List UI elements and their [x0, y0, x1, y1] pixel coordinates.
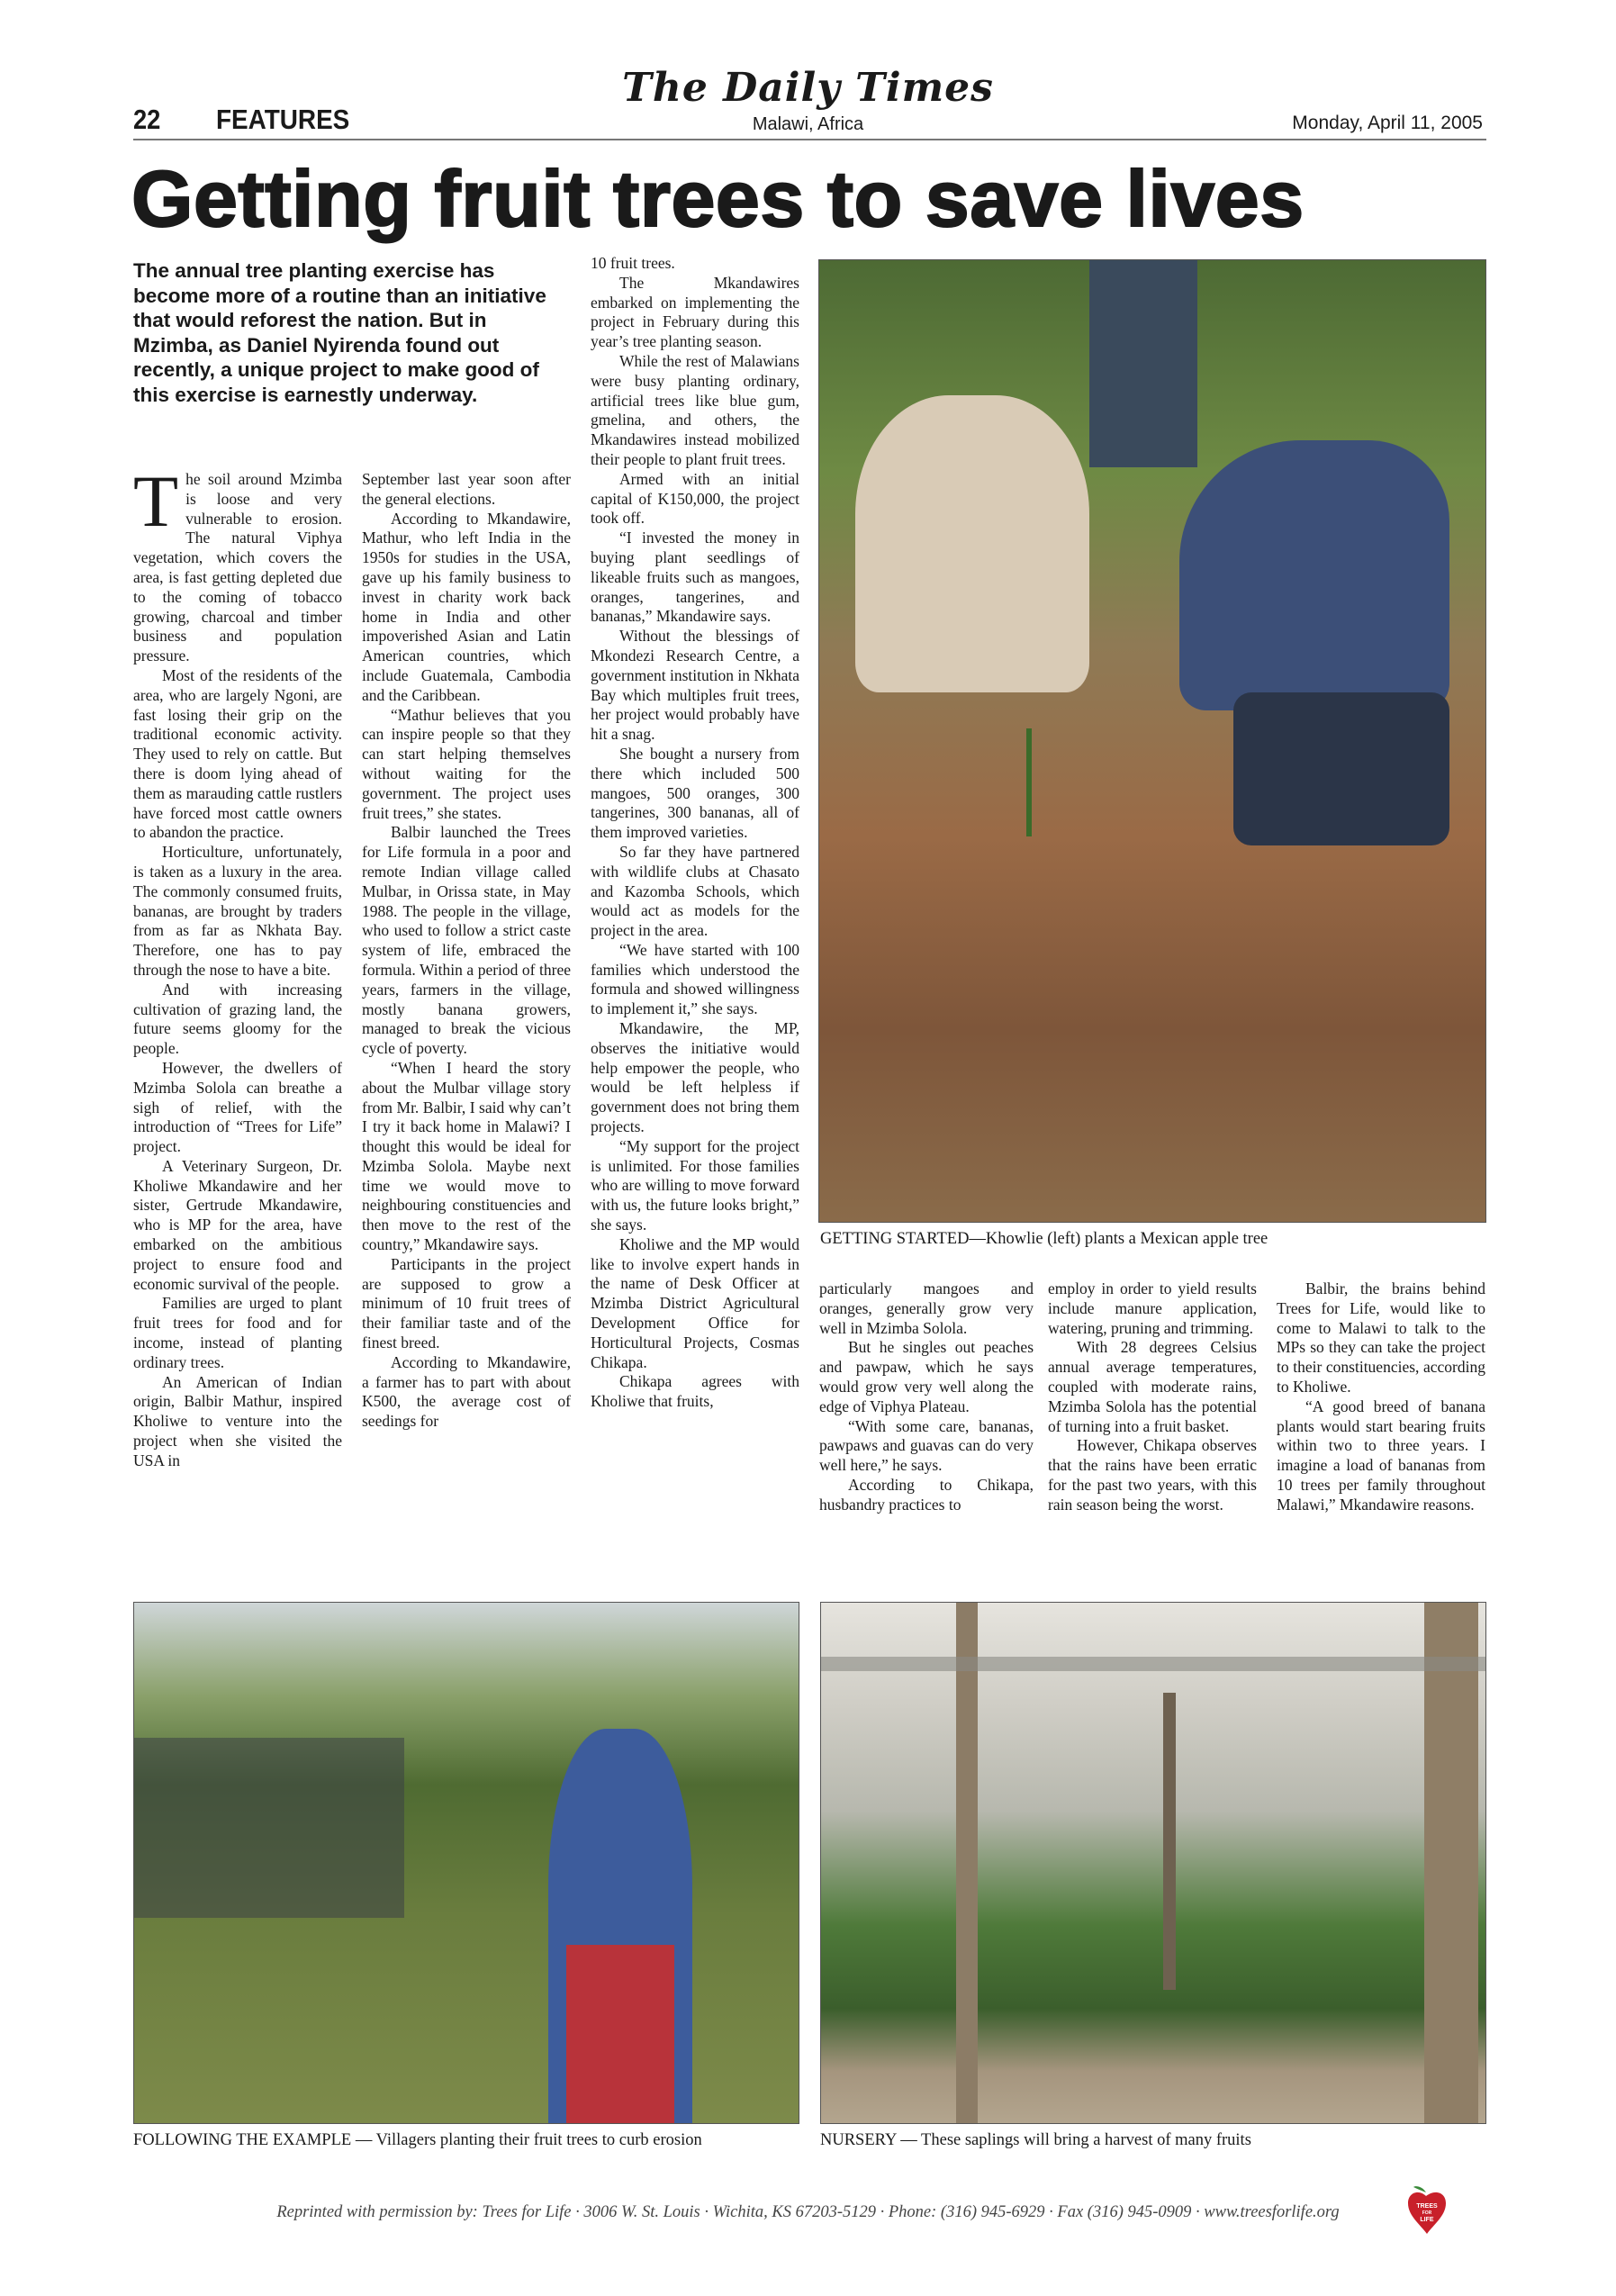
paragraph: The soil around Mzimba is loose and very vulnerable to erosion. The natural Viphya vegetation, which covers the area, is fast getting depleted due to the coming of tobacco growing, charcoal and timber business and population pressure. [133, 460, 342, 665]
article-column-1 [133, 460, 342, 1471]
nursery-post [1424, 1603, 1478, 2123]
paragraph: Armed with an initial capital of K150,000, the project took off. [591, 469, 799, 528]
article-column-6 [1277, 1279, 1485, 1515]
paragraph: Kholiwe and the MP would like to involve expert hands in the name of Desk Officer at Mzimba District Agricultural Development Office for Horticultural Projects, Cosmas Chikapa. [591, 1234, 799, 1371]
paragraph: particularly mangoes and oranges, generally grow very well in Mzimba Solola. [819, 1279, 1034, 1337]
paragraph: employ in order to yield results include manure application, watering, pruning and trimming. [1048, 1279, 1257, 1337]
paragraph: Most of the residents of the area, who are largely Ngoni, are fast losing their grip on the traditional economic activity. They used to rely on cattle. But there is doom lying ahead of them as marauding cattle rustlers have forced most cattle owners to abandon the practice. [133, 665, 342, 842]
shade-net [821, 1657, 1485, 1671]
person-right [1179, 440, 1449, 710]
paragraph: According to Mkandawire, Mathur, who left India in the 1950s for studies in the USA, gave up his family business to invest in charity work back home in India and other impoverished Asian and Latin American countries, which include Guatemala, Cambodia and the Caribbean. [362, 509, 571, 704]
person-legs [1089, 260, 1197, 467]
person-left [855, 395, 1089, 692]
girl-wrap [566, 1945, 674, 2124]
nursery-post [1163, 1693, 1176, 1990]
paragraph: “Mathur believes that you can inspire people so that they can start helping themselves without waiting for the government. The project uses fruit trees,” she states. [362, 705, 571, 822]
paragraph: According to Mkandawire, a farmer has to part with about K500, the average cost of seedings for [362, 1352, 571, 1431]
paragraph: But he singles out peaches and pawpaw, which he says would grow very well along the edge of Viphya Plateau. [819, 1338, 1034, 1415]
paragraph: According to Chikapa, husbandry practices to [819, 1475, 1034, 1514]
paragraph: However, Chikapa observes that the rains have been erratic for the past two years, with this rain season being the worst. [1048, 1436, 1257, 1514]
header-rule [133, 139, 1486, 140]
section-name: FEATURES [216, 104, 350, 135]
masthead: The Daily Times [622, 65, 994, 111]
headline: Getting fruit trees to save lives [131, 154, 1305, 243]
photo-planting-tree [818, 259, 1486, 1223]
paragraph: Families are urged to plant fruit trees for food and for income, instead of planting ordinary trees. [133, 1294, 342, 1371]
paragraph: The Mkandawires embarked on implementing the project in February during this year’s tree planting season. [591, 273, 799, 351]
article-column-4 [819, 1279, 1034, 1515]
svg-text:LIFE: LIFE [1420, 2217, 1434, 2223]
photo-nursery [820, 1602, 1486, 2124]
deck: The annual tree planting exercise has become more of a routine than an initiative that would reforest the nation. But in Mzimba, as Daniel Nyirenda found out recently, a unique project to make good of this exercise is earnestly underway. [133, 259, 546, 406]
paragraph: She bought a nursery from there which included 500 mangoes, 500 oranges, 300 tangerines, 300 bananas, all of them improved varieties. [591, 744, 799, 842]
apple-heart-icon [1406, 2183, 1448, 2237]
crowd-left [134, 1738, 404, 1918]
drop-cap: T [133, 460, 179, 542]
paragraph: “With some care, bananas, pawpaws and guavas can do very well here,” he says. [819, 1416, 1034, 1475]
issue-date: Monday, April 11, 2005 [1292, 113, 1483, 133]
photo-caption: NURSERY — These saplings will bring a harvest of many fruits [820, 2131, 1251, 2149]
paragraph: “When I heard the story about the Mulbar village story from Mr. Balbir, I said why can’t I try it back home in Malawi? I thought this would be ideal for Mzimba Solola. Maybe next time we would move to neighbouring constituencies and then move to the rest of the country,” Mkandawire says. [362, 1058, 571, 1254]
paragraph: “We have started with 100 families which understood the formula and showed willingness to implement it,” she says. [591, 940, 799, 1018]
paragraph: With 28 degrees Celsius annual average temperatures, coupled with moderate rains, Mzimba Solola has the potential of turning into a fruit basket. [1048, 1338, 1257, 1435]
paragraph: While the rest of Malawians were busy planting ordinary, artificial trees like blue gum, gmelina, and others, the Mkandawires instead mobilized their people to plant fruit trees. [591, 351, 799, 468]
paragraph: “I invested the money in buying plant seedlings of likeable fruits such as mangoes, oranges, tangerines, and bananas,” Mkandawire says. [591, 529, 799, 626]
article-column-3 [591, 254, 799, 1412]
trees-for-life-logo [1406, 2183, 1448, 2237]
paragraph: Without the blessings of Mkondezi Research Centre, a government institution in Nkhata Bay which multiples fruit trees, her project would probably have hit a snag. [591, 627, 799, 744]
person-right-trousers [1233, 692, 1449, 845]
paragraph: 10 fruit trees. [591, 254, 675, 272]
paragraph: September last year soon after the general elections. [362, 470, 571, 508]
paragraph: Balbir launched the Trees for Life formula in a poor and remote Indian village called Mulbar, in Orissa state, in May 1988. The people in the village, who used to follow a strict caste system of life, embraced the formula. Within a period of three years, farmers in the village, mostly banana growers, managed to break the vicious cycle of poverty. [362, 823, 571, 1058]
photo-caption: GETTING STARTED—Khowlie (left) plants a Mexican apple tree [820, 1230, 1268, 1248]
paragraph: However, the dwellers of Mzimba Solola can breathe a sigh of relief, with the introduction of “Trees for Life” project. [133, 1058, 342, 1156]
article-column-2 [362, 470, 571, 1432]
photo-villagers-planting [133, 1602, 799, 2124]
article-column-5 [1048, 1279, 1257, 1515]
paragraph: So far they have partnered with wildlife clubs at Chasato and Kazomba Schools, which would act as models for the project in the area. [591, 842, 799, 940]
paragraph: And with increasing cultivation of grazing land, the future seems gloomy for the people. [133, 980, 342, 1058]
photo-caption: FOLLOWING THE EXAMPLE — Villagers planting their fruit trees to curb erosion [133, 2131, 702, 2149]
paragraph: Horticulture, unfortunately, is taken as a luxury in the area. The commonly consumed fruits, bananas, are brought by traders from as far as Nkhata Bay. Therefore, one has to pay through the nose to have a bite. [133, 843, 342, 979]
paragraph: “My support for the project is unlimited. For those families who are willing to move forward with us, the future looks bright,” she says. [591, 1136, 799, 1234]
paragraph: An American of Indian origin, Balbir Mathur, inspired Kholiwe to venture into the project when she visited the USA in [133, 1372, 342, 1469]
paragraph: Mkandawire, the MP, observes the initiative would help empower the people, who would be left helpless if government does not bring them projects. [591, 1019, 799, 1136]
svg-text:TREES: TREES [1416, 2203, 1438, 2210]
svg-text:FOR: FOR [1422, 2210, 1432, 2216]
paragraph: Chikapa agrees with Kholiwe that fruits, [591, 1372, 799, 1411]
paragraph: Balbir, the brains behind Trees for Life, would like to come to Malawi to talk to the MPs so they can take the project to their constituencies, according to Kholiwe. [1277, 1279, 1485, 1396]
paragraph: Participants in the project are supposed to grow a minimum of 10 fruit trees of their familiar taste and of the finest breed. [362, 1254, 571, 1352]
page-number: 22 [133, 104, 161, 135]
sapling [1026, 728, 1032, 836]
nursery-post [956, 1603, 978, 2123]
location: Malawi, Africa [752, 114, 864, 134]
paragraph: “A good breed of banana plants would start bearing fruits within two to three years. I imagine a load of bananas from 10 trees per family throughout Malawi,” Mkandawire reasons. [1277, 1397, 1485, 1514]
reprint-credit: Reprinted with permission by: Trees for Life · 3006 W. St. Louis · Wichita, KS 67203-5129 · Phone: (316) 945-6929 · Fax (316) 945-0909 · www.treesforlife.org [276, 2203, 1340, 2221]
paragraph: A Veterinary Surgeon, Dr. Kholiwe Mkandawire and her sister, Gertrude Mkandawire, who is MP for the area, have embarked on the ambitious project to ensure food and economic survival of the people. [133, 1156, 342, 1293]
